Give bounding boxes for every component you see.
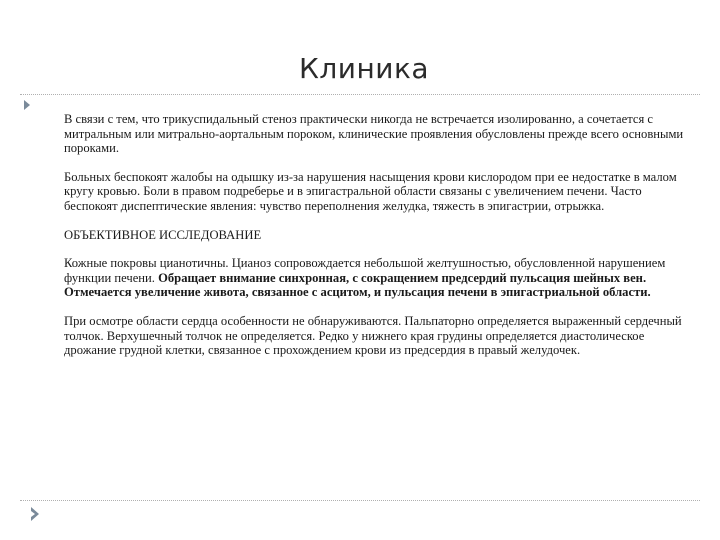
bullet-arrow-icon [24, 100, 30, 110]
slide-title: Клиника [298, 52, 430, 85]
section-heading: ОБЪЕКТИВНОЕ ИССЛЕДОВАНИЕ [64, 227, 262, 242]
objective-bold-text: Обращает внимание синхронная, с сокращением предсердий пульсация шейных вен. Отмечается увеличение живота, связанное с асцитом, и пульсация печени в эпигастриальной области. [64, 270, 651, 300]
footer-divider [20, 500, 700, 501]
title-divider [20, 94, 700, 95]
paragraph-heart-exam: При осмотре области сердца особенности не обнаруживаются. Пальпаторно определяется выраженный сердечный толчок. Верхушечный толчок не определяется. Редко у нижнего края грудины определяется диастолическое дрожание грудной клетки, связанное с прохождением крови из предсердия в правый желудочек. [64, 313, 682, 358]
paragraph-intro: В связи с тем, что трикуспидальный стеноз практически никогда не встречается изолированно, а сочетается с митральным или митрально-аортальным пороком, клинические проявления обусловлены прежде всего основными пороками. [64, 112, 684, 156]
paragraph-complaints: Больных беспокоят жалобы на одышку из-за нарушения насыщения крови кислородом при ее недостатке в малом кругу кровью. Боли в правом подреберье и в эпигастральной области связаны с увеличением печени. Часто беспокоят диспептические явления: чувство переполнения желудка, тяжесть в эпигастрии, отрыжка. [64, 169, 677, 213]
next-slide-arrow-icon[interactable] [30, 506, 40, 522]
objective-normal-text: Кожные покровы цианотичны. Цианоз сопровождается небольшой желтушностью, обусловленной нарушением функции печени. [64, 256, 666, 285]
paragraph-objective [64, 256, 694, 300]
slide-body [64, 112, 694, 372]
